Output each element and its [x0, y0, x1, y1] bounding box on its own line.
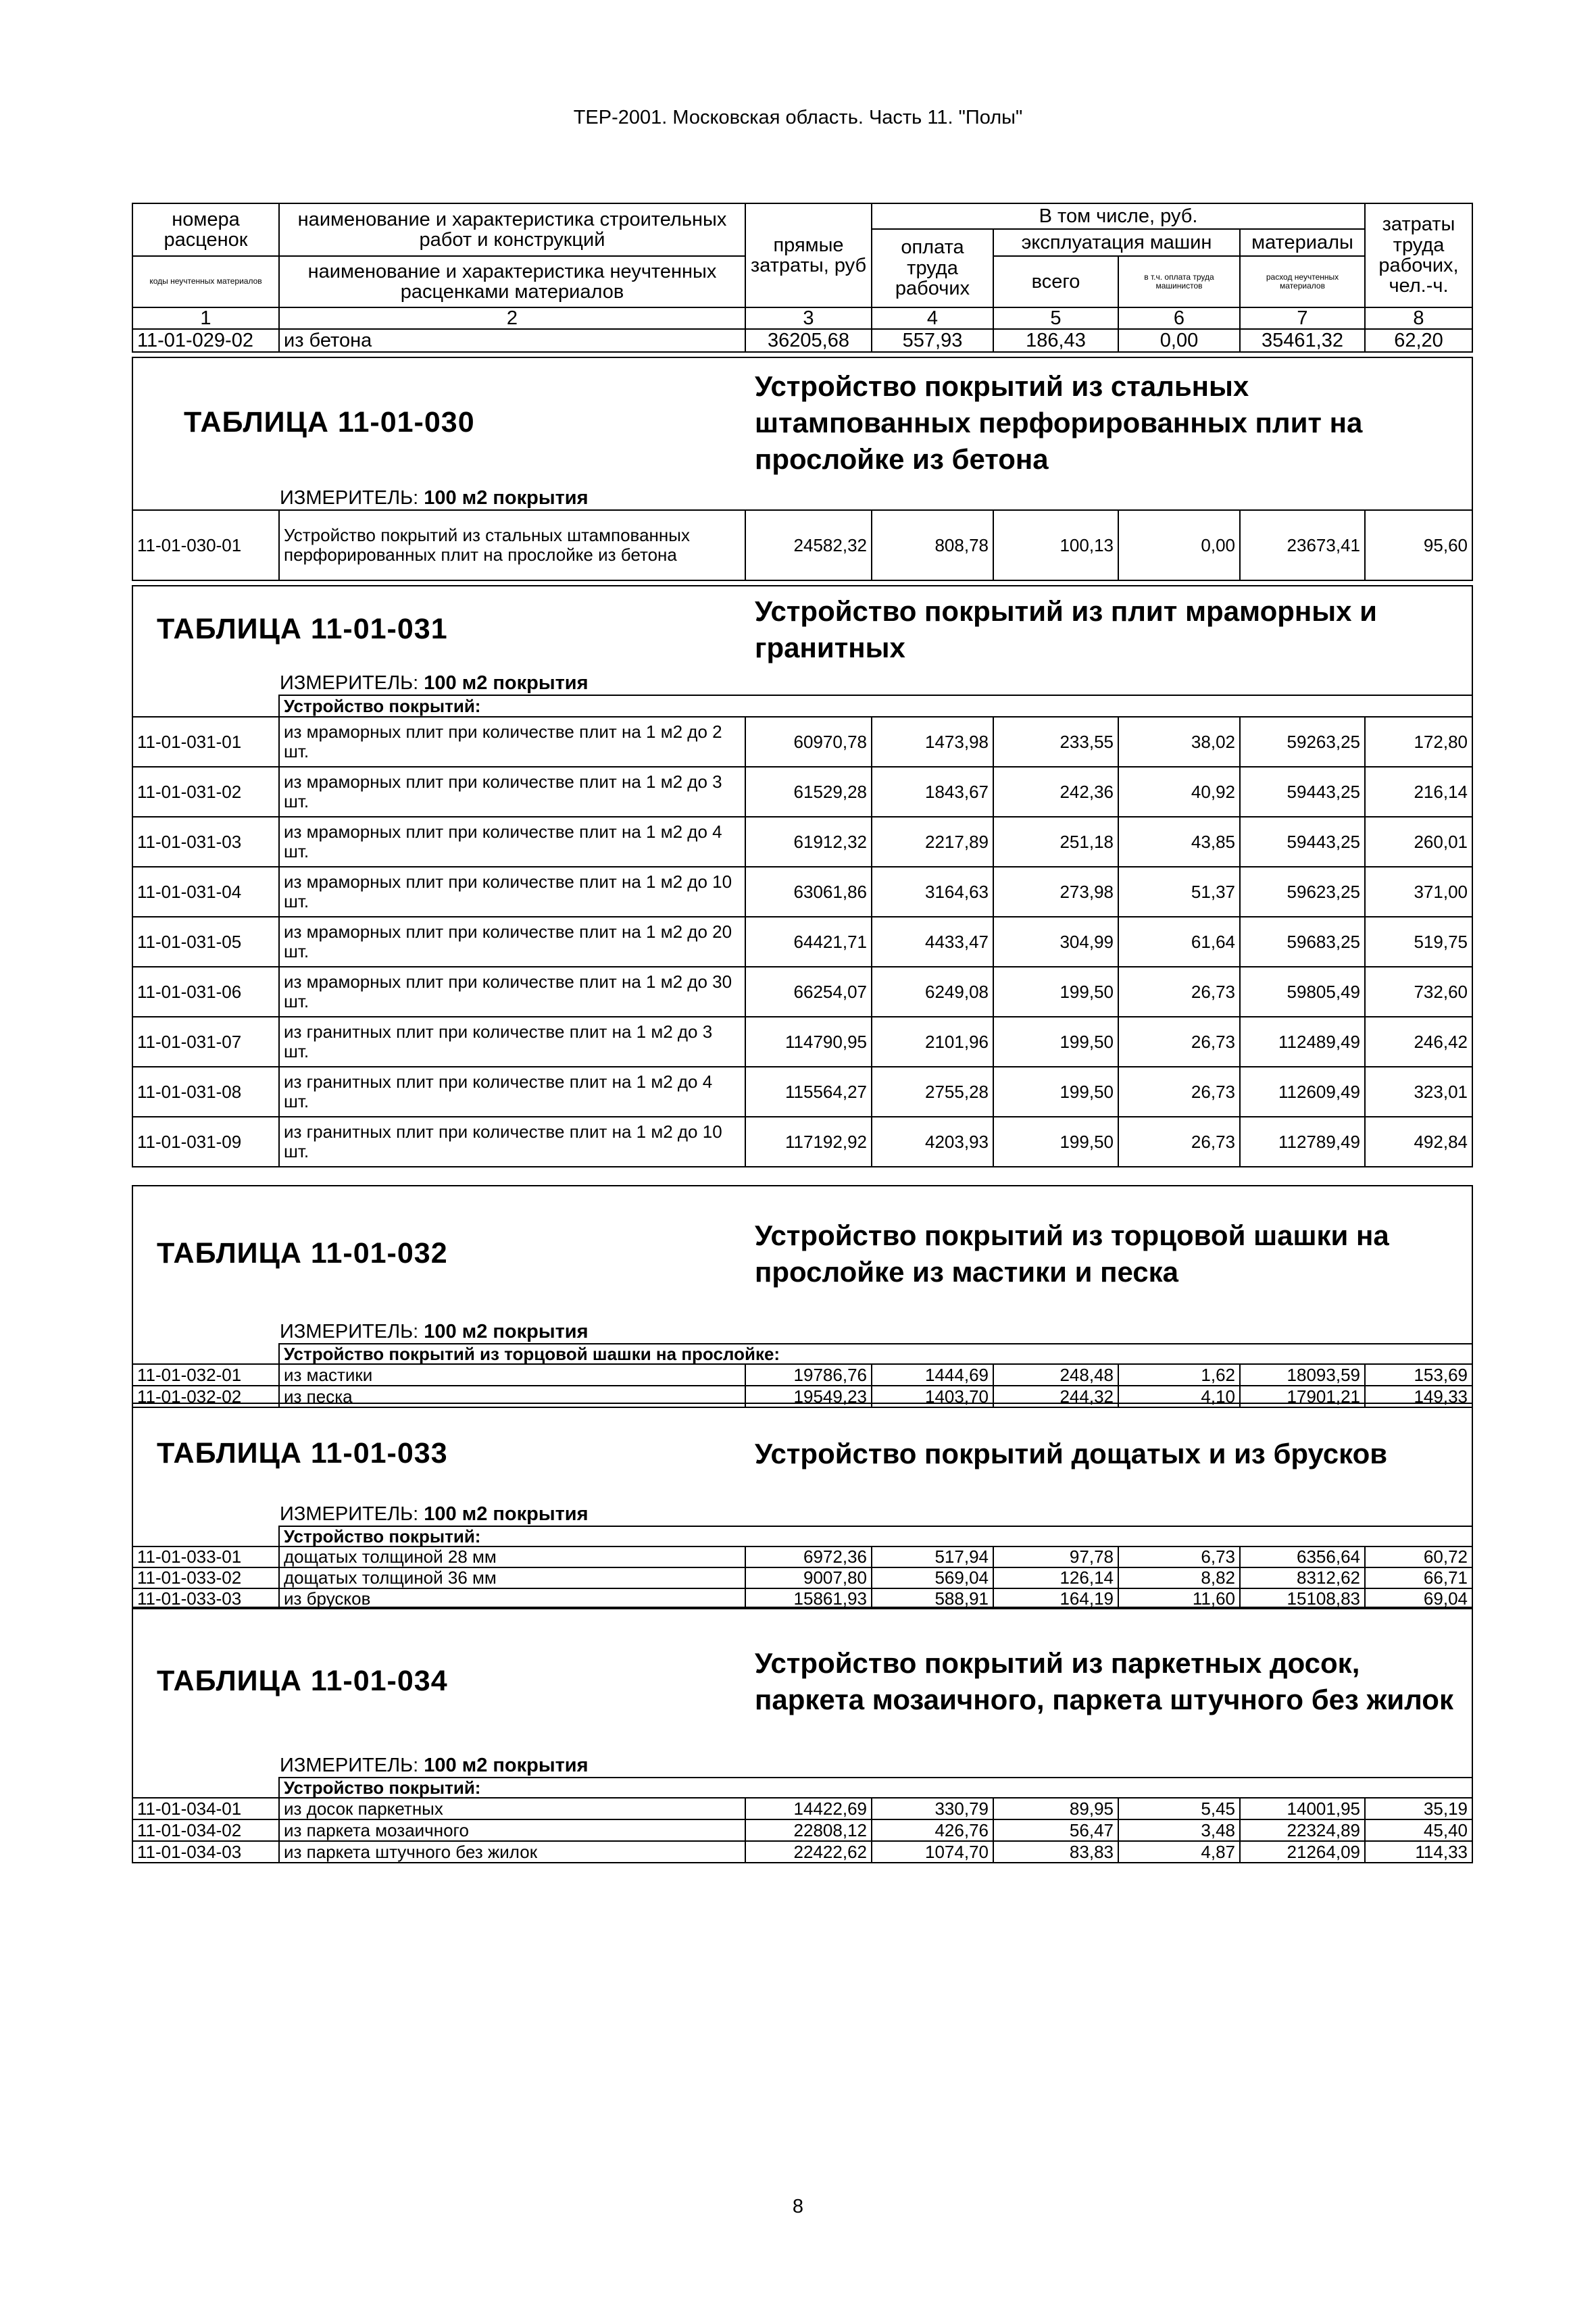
- row-name: из бетона: [279, 329, 745, 352]
- row-direct: 117192,92: [745, 1117, 872, 1167]
- row-materials: 112789,49: [1240, 1117, 1365, 1167]
- table-row: [132, 1588, 1472, 1609]
- row-name: из гранитных плит при количестве плит на 1 м2 до 4 шт.: [279, 1067, 745, 1117]
- unit-label: ИЗМЕРИТЕЛЬ: 100 м2 покрытия: [280, 488, 589, 509]
- row-wage: 588,91: [872, 1588, 993, 1609]
- row-mach: 273,98: [993, 867, 1118, 917]
- row-mach-wage: 6,73: [1118, 1546, 1240, 1567]
- row-mach: 83,83: [993, 1841, 1118, 1863]
- row-mach: 199,50: [993, 967, 1118, 1017]
- row-materials: 6356,64: [1240, 1546, 1365, 1567]
- row-labor: 69,04: [1365, 1588, 1472, 1609]
- row-mach: 164,19: [993, 1588, 1118, 1609]
- row-mach: 233,55: [993, 717, 1118, 767]
- row-wage: 3164,63: [872, 867, 993, 917]
- unit-label: ИЗМЕРИТЕЛЬ: 100 м2 покрытия: [280, 1322, 589, 1342]
- row-name: из мраморных плит при количестве плит на 1 м2 до 2 шт.: [279, 717, 745, 767]
- group-label: Устройство покрытий:: [279, 1526, 1472, 1547]
- row-name: из мастики: [279, 1364, 745, 1386]
- row-mach: 248,48: [993, 1364, 1118, 1386]
- header-col-number: 8: [1365, 307, 1472, 329]
- section-heading: Устройство покрытий дощатых и из брусков: [755, 1438, 1388, 1470]
- row-code: 11-01-031-07: [132, 1017, 279, 1067]
- table-row: [132, 817, 1472, 867]
- row-name: из мраморных плит при количестве плит на 1 м2 до 10 шт.: [279, 867, 745, 917]
- header-name-bottom: наименование и характеристика неучтенных расценками материалов: [279, 256, 745, 307]
- row-mach-wage: 26,73: [1118, 1117, 1240, 1167]
- row-mach: 251,18: [993, 817, 1118, 867]
- row-mach: 97,78: [993, 1546, 1118, 1567]
- table-row: [132, 917, 1472, 967]
- header-wage: оплата труда рабочих: [872, 229, 993, 307]
- table-label: ТАБЛИЦА 11-01-033: [157, 1437, 448, 1470]
- row-labor: 519,75: [1365, 917, 1472, 967]
- row-mach-wage: 43,85: [1118, 817, 1240, 867]
- row-mach-wage: 51,37: [1118, 867, 1240, 917]
- row-code: 11-01-034-03: [132, 1841, 279, 1863]
- row-mach-wage: 4,10: [1118, 1386, 1240, 1407]
- table-row: [132, 1798, 1472, 1819]
- table-row: [132, 1567, 1472, 1588]
- row-mach-wage: 26,73: [1118, 1017, 1240, 1067]
- row-direct: 115564,27: [745, 1067, 872, 1117]
- header-labor: затраты труда рабочих, чел.-ч.: [1365, 203, 1472, 307]
- row-mach: 199,50: [993, 1067, 1118, 1117]
- unit-label: ИЗМЕРИТЕЛЬ: 100 м2 покрытия: [280, 1755, 589, 1776]
- row-mach-wage: 0,00: [1118, 510, 1240, 580]
- row-code: 11-01-031-05: [132, 917, 279, 967]
- row-name: дощатых толщиной 36 мм: [279, 1567, 745, 1588]
- row-direct: 66254,07: [745, 967, 872, 1017]
- row-wage: 808,78: [872, 510, 993, 580]
- row-code: 11-01-030-01: [132, 510, 279, 580]
- section-11-01-034: [132, 1607, 1473, 1863]
- row-mach-wage: 0,00: [1118, 329, 1240, 352]
- row-materials: 23673,41: [1240, 510, 1365, 580]
- row-mach-wage: 40,92: [1118, 767, 1240, 817]
- row-materials: 8312,62: [1240, 1567, 1365, 1588]
- row-mach: 199,50: [993, 1017, 1118, 1067]
- row-mach: 100,13: [993, 510, 1118, 580]
- row-labor: 216,14: [1365, 767, 1472, 817]
- row-direct: 14422,69: [745, 1798, 872, 1819]
- column-header-table: [132, 203, 1473, 353]
- row-wage: 426,76: [872, 1819, 993, 1841]
- table-row: [132, 967, 1472, 1017]
- header-mach-total: всего: [993, 256, 1118, 307]
- row-labor: 371,00: [1365, 867, 1472, 917]
- row-mach: 199,50: [993, 1117, 1118, 1167]
- row-code: 11-01-034-02: [132, 1819, 279, 1841]
- row-direct: 24582,32: [745, 510, 872, 580]
- row-wage: 330,79: [872, 1798, 993, 1819]
- row-labor: 62,20: [1365, 329, 1472, 352]
- table-row: [132, 1819, 1472, 1841]
- header-col-number: 3: [745, 307, 872, 329]
- row-materials: 14001,95: [1240, 1798, 1365, 1819]
- row-mach-wage: 4,87: [1118, 1841, 1240, 1863]
- row-name: дощатых толщиной 28 мм: [279, 1546, 745, 1567]
- row-labor: 492,84: [1365, 1117, 1472, 1167]
- row-labor: 323,01: [1365, 1067, 1472, 1117]
- row-mach-wage: 5,45: [1118, 1798, 1240, 1819]
- row-direct: 19549,23: [745, 1386, 872, 1407]
- header-mach: эксплуатация машин: [993, 229, 1240, 256]
- row-wage: 2755,28: [872, 1067, 993, 1117]
- row-name: из гранитных плит при количестве плит на 1 м2 до 3 шт.: [279, 1017, 745, 1067]
- section-heading: Устройство покрытий из стальных штампованных перфорированных плит на прослойке из бетона: [755, 370, 1363, 475]
- table-row: [132, 1017, 1472, 1067]
- group-label: Устройство покрытий из торцовой шашки на прослойке:: [279, 1344, 1472, 1365]
- section-11-01-031: [132, 585, 1473, 1167]
- row-mach-wage: 11,60: [1118, 1588, 1240, 1609]
- section-11-01-033: [132, 1403, 1473, 1609]
- table-row: [132, 1546, 1472, 1567]
- table-label: ТАБЛИЦА 11-01-031: [157, 613, 448, 646]
- table-label: ТАБЛИЦА 11-01-032: [157, 1237, 448, 1270]
- row-materials: 112609,49: [1240, 1067, 1365, 1117]
- row-materials: 15108,83: [1240, 1588, 1365, 1609]
- section-heading: Устройство покрытий из плит мраморных и гранитных: [755, 595, 1377, 663]
- row-direct: 15861,93: [745, 1588, 872, 1609]
- row-mach-wage: 26,73: [1118, 1067, 1240, 1117]
- row-code: 11-01-033-01: [132, 1546, 279, 1567]
- row-mach: 244,32: [993, 1386, 1118, 1407]
- row-materials: 59443,25: [1240, 767, 1365, 817]
- row-name: из мраморных плит при количестве плит на 1 м2 до 20 шт.: [279, 917, 745, 967]
- header-col-number: 1: [132, 307, 279, 329]
- row-wage: 557,93: [872, 329, 993, 352]
- row-materials: 59443,25: [1240, 817, 1365, 867]
- row-code: 11-01-031-06: [132, 967, 279, 1017]
- row-direct: 114790,95: [745, 1017, 872, 1067]
- table-row: [132, 717, 1472, 767]
- row-materials: 59683,25: [1240, 917, 1365, 967]
- row-materials: 21264,09: [1240, 1841, 1365, 1863]
- row-direct: 9007,80: [745, 1567, 872, 1588]
- row-mach-wage: 1,62: [1118, 1364, 1240, 1386]
- row-labor: 66,71: [1365, 1567, 1472, 1588]
- group-label: Устройство покрытий:: [279, 1778, 1472, 1799]
- unit-label: ИЗМЕРИТЕЛЬ: 100 м2 покрытия: [280, 673, 589, 694]
- header-mach-wage: в т.ч. оплата труда машинистов: [1118, 256, 1240, 307]
- row-labor: 35,19: [1365, 1798, 1472, 1819]
- header-code-top: номера расценок: [132, 203, 279, 256]
- row-materials: 59623,25: [1240, 867, 1365, 917]
- row-name: из паркета штучного без жилок: [279, 1841, 745, 1863]
- row-name: из мраморных плит при количестве плит на 1 м2 до 3 шт.: [279, 767, 745, 817]
- header-code-bottom: коды неучтенных материалов: [132, 256, 279, 307]
- row-mach: 186,43: [993, 329, 1118, 352]
- row-code: 11-01-032-01: [132, 1364, 279, 1386]
- row-wage: 1403,70: [872, 1386, 993, 1407]
- header-col-number: 6: [1118, 307, 1240, 329]
- row-code: 11-01-031-08: [132, 1067, 279, 1117]
- row-direct: 36205,68: [745, 329, 872, 352]
- row-wage: 517,94: [872, 1546, 993, 1567]
- row-code: 11-01-031-02: [132, 767, 279, 817]
- row-name: из мраморных плит при количестве плит на 1 м2 до 30 шт.: [279, 967, 745, 1017]
- table-row: [132, 867, 1472, 917]
- row-direct: 63061,86: [745, 867, 872, 917]
- row-direct: 22422,62: [745, 1841, 872, 1863]
- row-materials: 112489,49: [1240, 1017, 1365, 1067]
- row-name: из песка: [279, 1386, 745, 1407]
- row-direct: 22808,12: [745, 1819, 872, 1841]
- row-wage: 2217,89: [872, 817, 993, 867]
- row-mach-wage: 26,73: [1118, 967, 1240, 1017]
- row-materials: 35461,32: [1240, 329, 1365, 352]
- row-labor: 732,60: [1365, 967, 1472, 1017]
- table-row: [132, 1841, 1472, 1863]
- row-direct: 60970,78: [745, 717, 872, 767]
- group-label: Устройство покрытий:: [279, 695, 1472, 717]
- row-labor: 246,42: [1365, 1017, 1472, 1067]
- row-wage: 1473,98: [872, 717, 993, 767]
- row-wage: 2101,96: [872, 1017, 993, 1067]
- row-mach: 304,99: [993, 917, 1118, 967]
- row-labor: 149,33: [1365, 1386, 1472, 1407]
- row-wage: 1074,70: [872, 1841, 993, 1863]
- row-wage: 4433,47: [872, 917, 993, 967]
- row-labor: 153,69: [1365, 1364, 1472, 1386]
- unit-label: ИЗМЕРИТЕЛЬ: 100 м2 покрытия: [280, 1504, 589, 1525]
- header-incl: В том числе, руб.: [872, 203, 1365, 229]
- row-labor: 260,01: [1365, 817, 1472, 867]
- row-labor: 172,80: [1365, 717, 1472, 767]
- row-name: из брусков: [279, 1588, 745, 1609]
- table-row: [132, 1364, 1472, 1386]
- row-direct: 64421,71: [745, 917, 872, 967]
- row-name: Устройство покрытий из стальных штампованных перфорированных плит на прослойке из бетона: [279, 510, 745, 580]
- row-materials: 18093,59: [1240, 1364, 1365, 1386]
- row-code: 11-01-033-03: [132, 1588, 279, 1609]
- row-wage: 6249,08: [872, 967, 993, 1017]
- header-col-number: 7: [1240, 307, 1365, 329]
- row-name: из досок паркетных: [279, 1798, 745, 1819]
- row-mach-wage: 38,02: [1118, 717, 1240, 767]
- header-direct: прямые затраты, руб: [745, 203, 872, 307]
- row-mach: 242,36: [993, 767, 1118, 817]
- row-code: 11-01-031-04: [132, 867, 279, 917]
- header-col-number: 4: [872, 307, 993, 329]
- section-heading: Устройство покрытий из паркетных досок, паркета мозаичного, паркета штучного без жилок: [755, 1647, 1453, 1715]
- section-11-01-030: [132, 357, 1473, 581]
- table-row: [132, 1117, 1472, 1167]
- row-code: 11-01-031-03: [132, 817, 279, 867]
- row-code: 11-01-031-09: [132, 1117, 279, 1167]
- row-code: 11-01-029-02: [132, 329, 279, 352]
- row-code: 11-01-031-01: [132, 717, 279, 767]
- row-wage: 1843,67: [872, 767, 993, 817]
- section-11-01-032: [132, 1185, 1473, 1408]
- row-labor: 95,60: [1365, 510, 1472, 580]
- section-heading: Устройство покрытий из торцовой шашки на прослойке из мастики и песка: [755, 1219, 1389, 1288]
- row-direct: 6972,36: [745, 1546, 872, 1567]
- row-mach: 126,14: [993, 1567, 1118, 1588]
- row-materials: 59263,25: [1240, 717, 1365, 767]
- row-materials: 59805,49: [1240, 967, 1365, 1017]
- row-wage: 569,04: [872, 1567, 993, 1588]
- row-direct: 61912,32: [745, 817, 872, 867]
- row-name: из гранитных плит при количестве плит на 1 м2 до 10 шт.: [279, 1117, 745, 1167]
- row-mach: 89,95: [993, 1798, 1118, 1819]
- header-materials: материалы: [1240, 229, 1365, 256]
- row-materials: 17901,21: [1240, 1386, 1365, 1407]
- page-number: 8: [792, 2196, 804, 2217]
- row-code: 11-01-034-01: [132, 1798, 279, 1819]
- page-header: ТЕР-2001. Московская область. Часть 11. "Полы": [573, 107, 1023, 128]
- table-row: [132, 1067, 1472, 1117]
- header-col-number: 5: [993, 307, 1118, 329]
- header-col-number: 2: [279, 307, 745, 329]
- row-mach-wage: 8,82: [1118, 1567, 1240, 1588]
- table-label: ТАБЛИЦА 11-01-034: [157, 1665, 448, 1698]
- row-mach-wage: 61,64: [1118, 917, 1240, 967]
- row-code: 11-01-032-02: [132, 1386, 279, 1407]
- row-direct: 19786,76: [745, 1364, 872, 1386]
- row-name: из мраморных плит при количестве плит на 1 м2 до 4 шт.: [279, 817, 745, 867]
- row-materials: 22324,89: [1240, 1819, 1365, 1841]
- row-name: из паркета мозаичного: [279, 1819, 745, 1841]
- row-wage: 1444,69: [872, 1364, 993, 1386]
- row-labor: 45,40: [1365, 1819, 1472, 1841]
- row-wage: 4203,93: [872, 1117, 993, 1167]
- row-mach: 56,47: [993, 1819, 1118, 1841]
- header-name-top: наименование и характеристика строительных работ и конструкций: [279, 203, 745, 256]
- row-direct: 61529,28: [745, 767, 872, 817]
- header-materials-sub: расход неучтенных материалов: [1240, 256, 1365, 307]
- row-labor: 60,72: [1365, 1546, 1472, 1567]
- row-mach-wage: 3,48: [1118, 1819, 1240, 1841]
- row-labor: 114,33: [1365, 1841, 1472, 1863]
- table-row: [132, 767, 1472, 817]
- table-label: ТАБЛИЦА 11-01-030: [184, 406, 475, 439]
- row-code: 11-01-033-02: [132, 1567, 279, 1588]
